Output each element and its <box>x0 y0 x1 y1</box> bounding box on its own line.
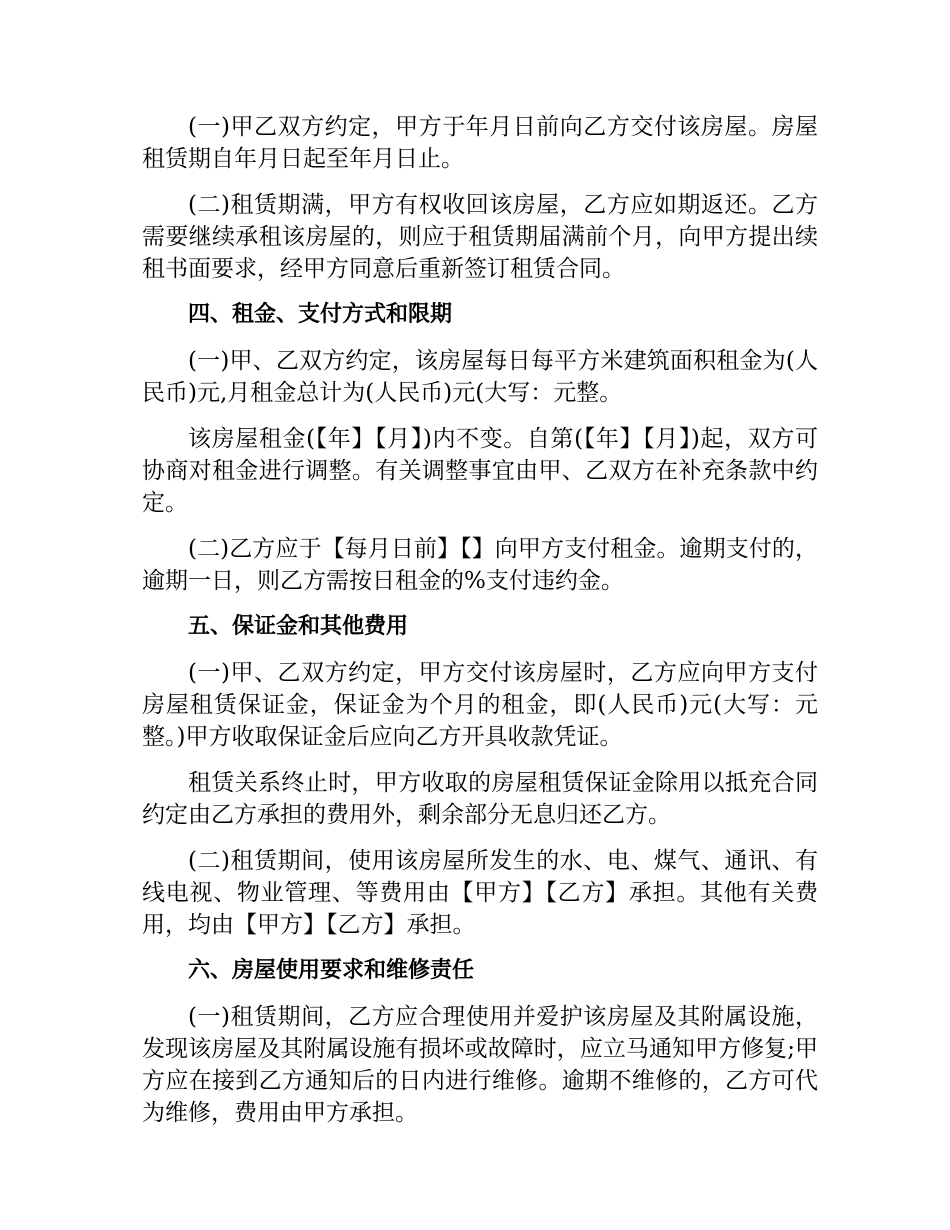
clause-3-2-paragraph: (二)租赁期满，甲方有权收回该房屋，乙方应如期返还。乙方需要继续承租该房屋的，则应于租赁期届满前个月，向甲方提出续租书面要求，经甲方同意后重新签订租赁合同。 <box>142 192 818 282</box>
deposit-return-paragraph: 租赁关系终止时，甲方收取的房屋租赁保证金除用以抵充合同约定由乙方承担的费用外，剩余部分无息归还乙方。 <box>142 770 818 828</box>
clause-4-1-paragraph: (一)甲、乙双方约定，该房屋每日每平方米建筑面积租金为(人民币)元,月租金总计为(人民币)元(大写：元整。 <box>142 348 818 406</box>
clause-5-1-paragraph: (一)甲、乙双方约定，甲方交付该房屋时，乙方应向甲方支付房屋租赁保证金，保证金为个月的租金，即(人民币)元(大写：元整。)甲方收取保证金后应向乙方开具收款凭证。 <box>142 660 818 750</box>
clause-3-1-paragraph: (一)甲乙双方约定，甲方于年月日前向乙方交付该房屋。房屋租赁期自年月日起至年月日止。 <box>142 114 818 172</box>
section-6-heading: 六、房屋使用要求和维修责任 <box>188 958 475 983</box>
rent-adjustment-paragraph: 该房屋租金(【年】【月】)内不变。自第(【年】【月】)起，双方可协商对租金进行调整。有关调整事宜由甲、乙双方在补充条款中约定。 <box>142 426 818 516</box>
section-4-heading: 四、租金、支付方式和限期 <box>188 302 453 327</box>
clause-4-2-paragraph: (二)乙方应于【每月日前】【】向甲方支付租金。逾期支付的，逾期一日，则乙方需按日租金的%支付违约金。 <box>142 536 818 594</box>
document-body <box>142 111 818 1143</box>
clause-5-2-paragraph: (二)租赁期间，使用该房屋所发生的水、电、煤气、通讯、有线电视、物业管理、等费用由【甲方】【乙方】承担。其他有关费用，均由【甲方】【乙方】承担。 <box>142 848 818 938</box>
section-5-heading: 五、保证金和其他费用 <box>188 614 409 639</box>
clause-6-1-paragraph: (一)租赁期间，乙方应合理使用并爱护该房屋及其附属设施，发现该房屋及其附属设施有损坏或故障时，应立马通知甲方修复;甲方应在接到乙方通知后的日内进行维修。逾期不维修的，乙方可代为维修，费用由甲方承担。 <box>142 1004 818 1126</box>
